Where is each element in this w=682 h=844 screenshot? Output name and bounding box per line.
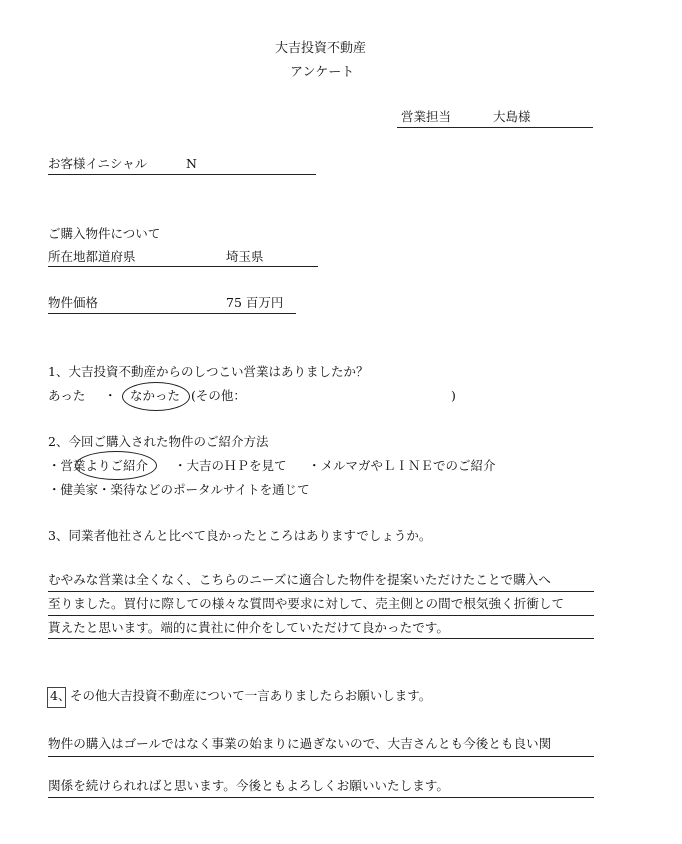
- q2-option-portal: ・健美家・楽待などのポータルサイトを通じて: [48, 482, 310, 497]
- q3-question: 3、同業者他社さんと比べて良かったところはありますでしょうか。: [48, 528, 432, 543]
- q2-question: 2、今回ご購入された物件のご紹介方法: [48, 434, 269, 449]
- q1-option-no: なかった: [130, 388, 181, 403]
- property-price-value: 75 百万円: [226, 295, 284, 310]
- sales-rep-value: 大島様: [493, 109, 531, 124]
- q4-answer-line-1: 物件の購入はゴールではなく事業の始まりに過ぎないので、大吉さんとも今後とも良い関: [48, 736, 552, 751]
- q4-answer-underline-2: [48, 797, 594, 798]
- q3-answer-line-2: 至りました。買付に際しての様々な質問や要求に対して、売主側との間で根気強く折衝して: [48, 596, 565, 611]
- customer-initial-value: N: [186, 156, 197, 171]
- q4-answer-underline-1: [48, 756, 594, 757]
- customer-initial-label: お客様イニシャル: [48, 156, 148, 171]
- property-section-title: ご購入物件について: [48, 226, 161, 241]
- q3-answer-underline-3: [48, 638, 594, 639]
- q2-option-hp: ・大吉のＨＰを見て: [174, 458, 287, 473]
- q3-answer-underline-1: [48, 591, 594, 592]
- q2-selected-circle: [75, 451, 157, 480]
- property-price-underline: [48, 313, 296, 314]
- q4-answer-line-2: 関係を続けられればと思います。今後ともよろしくお願いいたします。: [48, 778, 449, 793]
- q1-question: 1、大吉投資不動産からのしつこい営業はありましたか？: [48, 364, 369, 379]
- q1-option-other-close: ): [451, 388, 456, 403]
- property-price-label: 物件価格: [48, 295, 99, 310]
- property-location-value: 埼玉県: [226, 249, 264, 264]
- q2-option-sales: ・営業よりご紹介: [48, 458, 149, 473]
- q4-number: 4、: [50, 688, 71, 703]
- q3-answer-line-1: むやみな営業は全くなく、こちらのニーズに適合した物件を提案いただけたことで購入へ: [48, 572, 551, 587]
- q3-answer-underline-2: [48, 615, 594, 616]
- company-name: 大吉投資不動産: [275, 41, 367, 56]
- q1-option-yes: あった: [48, 388, 86, 403]
- property-location-label: 所在地都道府県: [48, 249, 136, 264]
- doc-title: アンケート: [290, 65, 355, 80]
- sales-rep-label: 営業担当: [401, 109, 452, 124]
- q1-option-other: (その他：: [191, 388, 246, 403]
- property-location-underline: [48, 266, 318, 267]
- q3-answer-line-3: 貰えたと思います。端的に貴社に仲介をしていただけて良かったです。: [48, 620, 449, 635]
- q1-separator: ・: [104, 388, 117, 403]
- sales-rep-underline: [397, 127, 593, 128]
- q1-selected-circle: [122, 382, 190, 411]
- customer-initial-underline: [48, 174, 316, 175]
- q4-question: その他大吉投資不動産について一言ありましたらお願いします。: [70, 688, 432, 703]
- q2-option-mailmag-line: ・メルマガやＬＩＮＥでのご紹介: [308, 458, 496, 473]
